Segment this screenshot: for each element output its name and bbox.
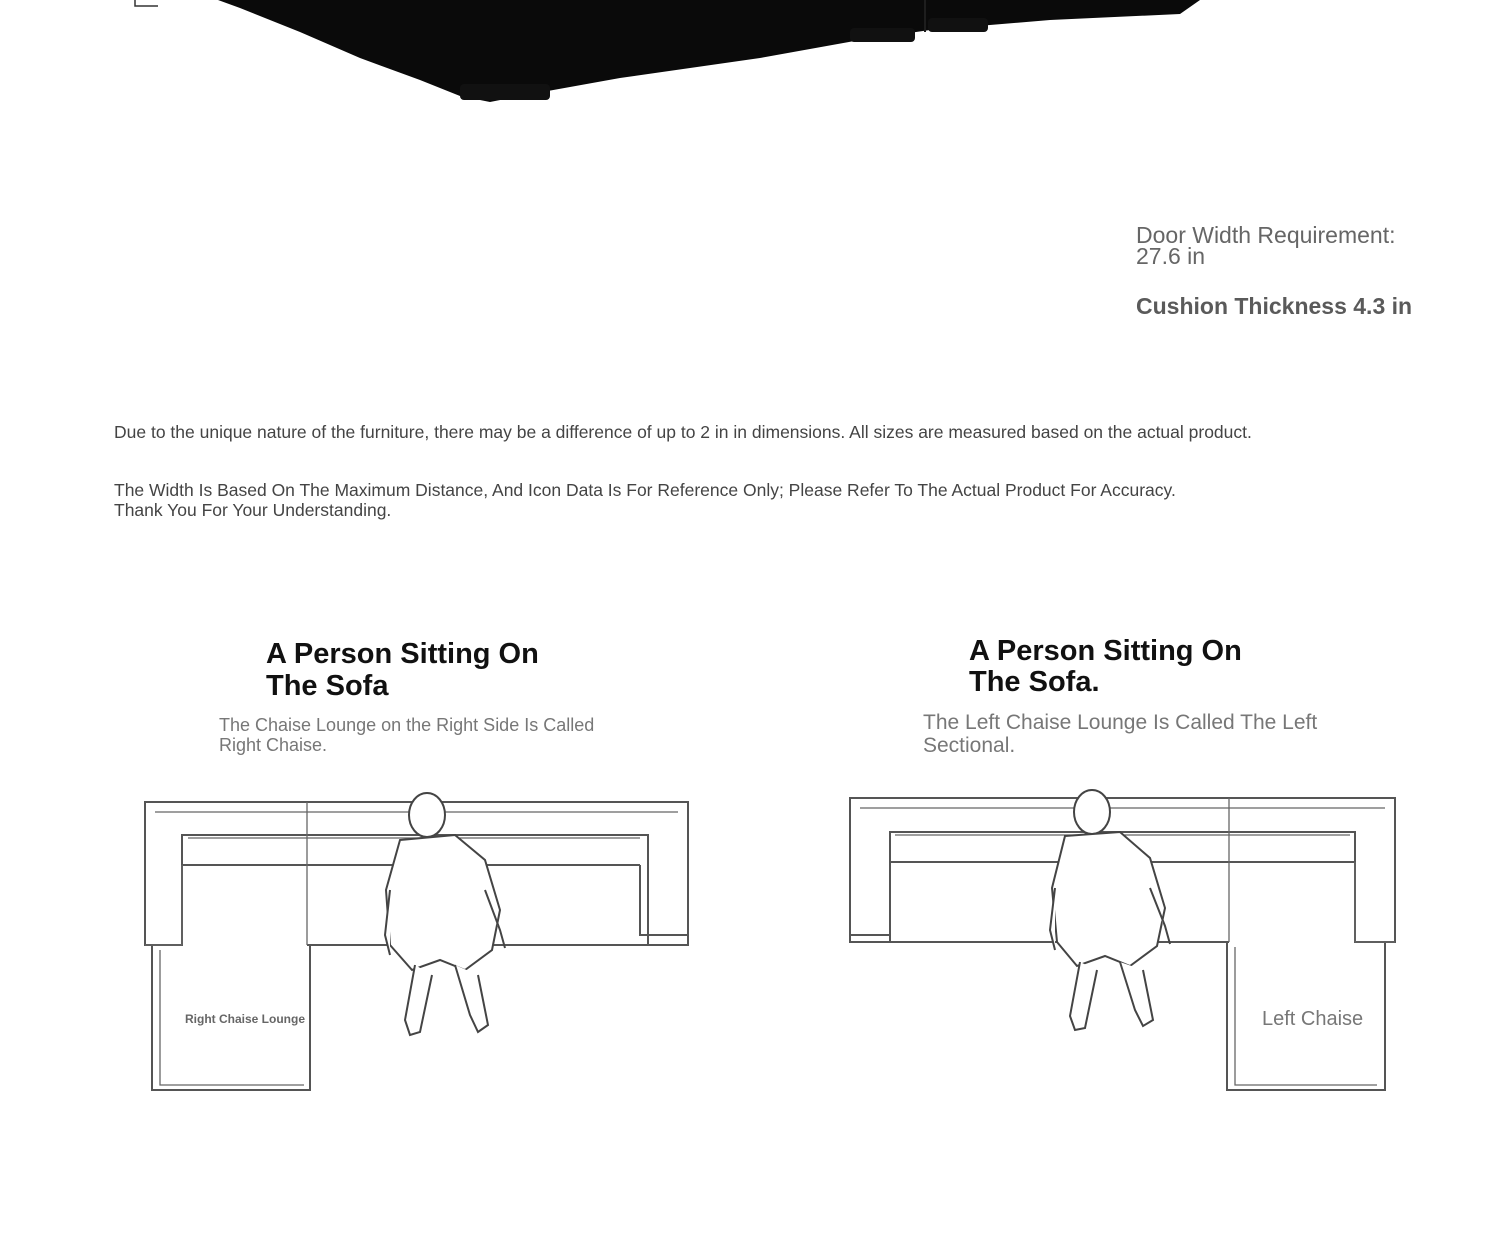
- left-panel-subtitle: The Chaise Lounge on the Right Side Is Called Right Chaise.: [219, 715, 595, 755]
- left-chaise-label: Left Chaise: [1262, 1008, 1364, 1030]
- right-chaise-label: Right Chaise Lounge: [185, 1012, 305, 1026]
- left-chaise-sofa-diagram: [795, 770, 1475, 1110]
- sitting-person-figure: [385, 793, 505, 1035]
- right-chaise-sofa-diagram: [60, 770, 720, 1110]
- width-disclaimer: The Width Is Based On The Maximum Distance, And Icon Data Is For Reference Only; Please Refer To The Actual Product For Accuracy. Thank You For Your Understanding.: [114, 480, 1176, 520]
- sofa-base-photo: [0, 0, 1500, 130]
- right-panel-title: A Person Sitting On The Sofa.: [969, 635, 1242, 698]
- dimension-disclaimer: Due to the unique nature of the furniture, there may be a difference of up to 2 in in dimensions. All sizes are measured based on the actual product.: [114, 422, 1252, 442]
- sitting-person-figure: [1050, 790, 1170, 1030]
- cushion-thickness-spec: Cushion Thickness 4.3 in: [1136, 293, 1413, 319]
- right-panel-subtitle: The Left Chaise Lounge Is Called The Left Sectional.: [923, 711, 1318, 757]
- left-panel-title: A Person Sitting On The Sofa: [266, 638, 539, 702]
- door-width-spec: Door Width Requirement: 27.6 in: [1136, 222, 1396, 269]
